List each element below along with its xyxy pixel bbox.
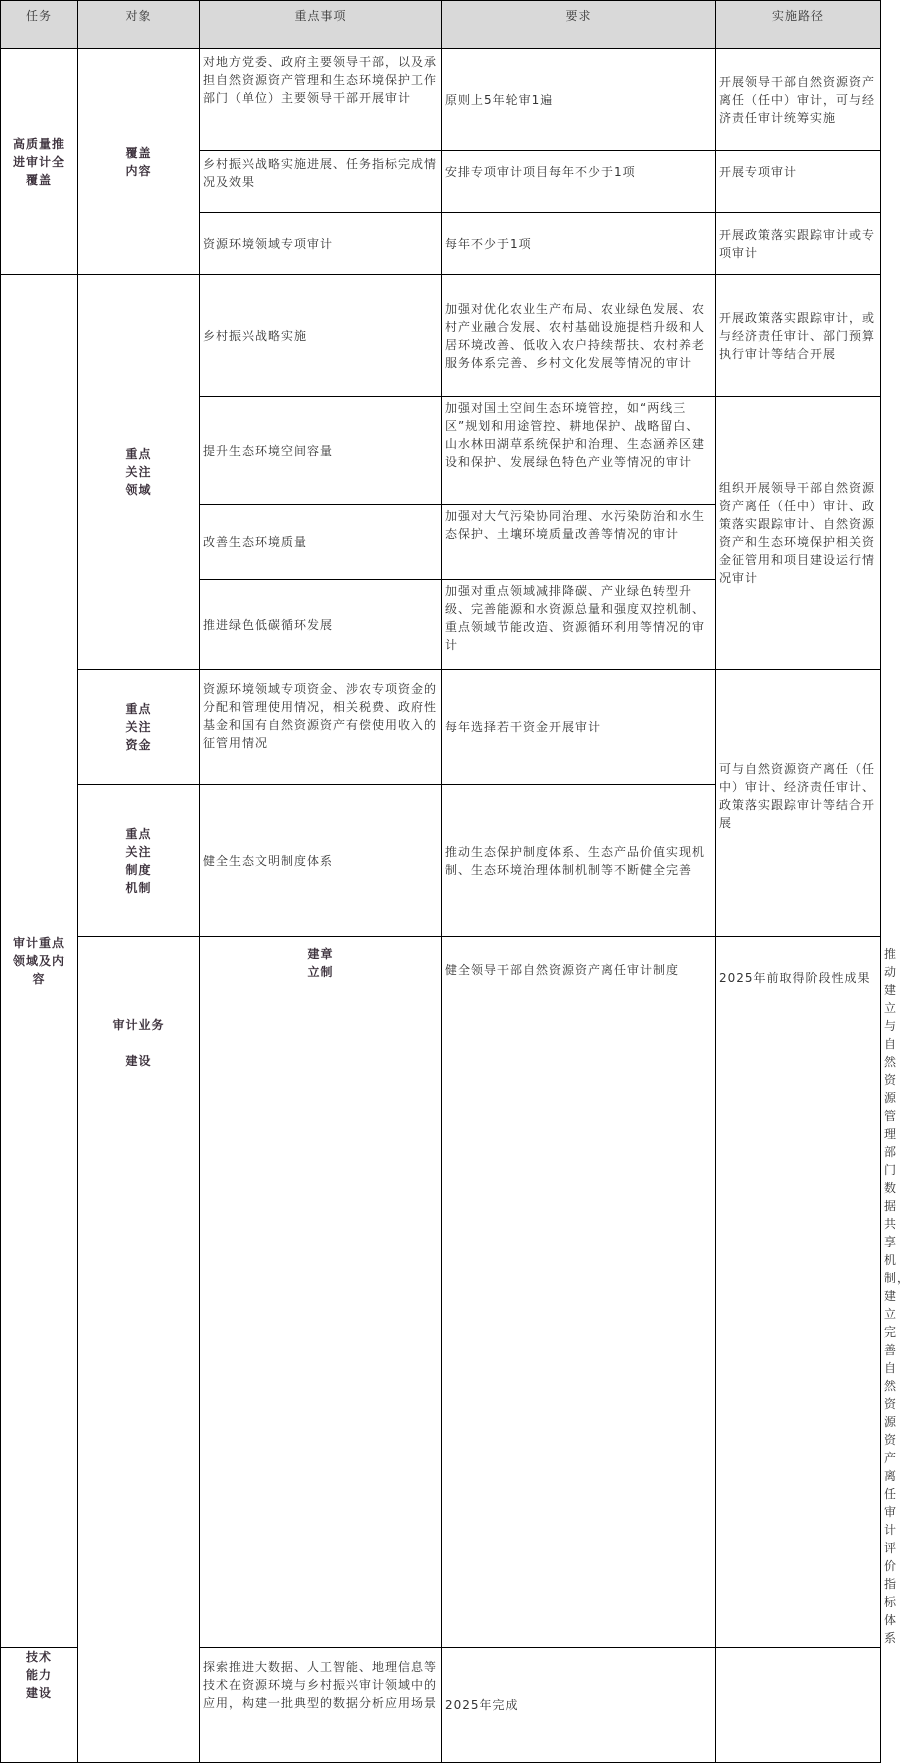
- task-cell-coverage: 高质量推 进审计全 覆盖: [1, 49, 78, 275]
- requirement-cell: 安排专项审计项目每年不少于1项: [442, 151, 716, 213]
- path-cell: 开展领导干部自然资源资产离任（任中）审计，可与经济责任审计统筹实施: [716, 49, 881, 151]
- requirement-cell: 推动生态保护制度体系、生态产品价值实现机制、生态环境治理体制机制等不断健全完善: [442, 785, 716, 937]
- requirement-cell: 加强对国土空间生态环境管控，如“两线三区”规划和用途管控、耕地保护、战略留白、山水林田湖草系统保护和治理、生态涵养区建设和保护、发展绿色特色产业等情况的审计: [442, 397, 716, 505]
- key-item-cell: 对地方党委、政府主要领导干部，以及承担自然资源资产管理和生态环境保护工作部门（单位）主要领导干部开展审计: [200, 49, 442, 151]
- requirement-cell: 加强对优化农业生产布局、农业绿色发展、农村产业融合发展、农村基础设施提档升级和人居环境改善、低收入农户持续帮扶、农村养老服务体系完善、乡村文化发展等情况的审计: [442, 275, 716, 397]
- key-item-cell: 健全生态文明制度体系: [200, 785, 442, 937]
- object-cell-rules: 建章 立制: [200, 937, 442, 1648]
- key-item-cell: 提升生态环境空间容量: [200, 397, 442, 505]
- key-item-cell: 探索推进大数据、人工智能、地理信息等技术在资源环境与乡村振兴审计领域中的应用，构建一批典型的数据分析应用场景: [200, 1648, 442, 1763]
- requirement-cell: 加强对重点领域减排降碳、产业绿色转型升级、完善能源和水资源总量和强度双控机制、重点领域节能改造、资源循环利用等情况的审计: [442, 580, 716, 670]
- requirement-cell: 加强对大气污染协同治理、水污染防治和水生态保护、土壤环境质量改善等情况的审计: [442, 505, 716, 580]
- object-cell-key-fields: 重点 关注 领域: [78, 275, 200, 670]
- table-row: [1, 275, 881, 397]
- table-header-row: [1, 1, 881, 49]
- object-cell-key-funds: 重点 关注 资金: [78, 670, 200, 785]
- header-path: 实施路径: [716, 1, 881, 49]
- key-item-cell: 改善生态环境质量: [200, 505, 442, 580]
- object-cell-coverage: 覆盖 内容: [78, 49, 200, 275]
- key-item-cell: 健全领导干部自然资源资产离任审计制度: [442, 937, 716, 1648]
- path-cell: 开展政策落实跟踪审计或专项审计: [716, 213, 881, 275]
- header-object: 对象: [78, 1, 200, 49]
- path-cell-shared-key-fields: 组织开展领导干部自然资源资产离任（任中）审计、政策落实跟踪审计、自然资源资产和生态环境保护相关资金征管用和项目建设运行情况审计: [716, 397, 881, 670]
- path-cell: 开展专项审计: [716, 151, 881, 213]
- path-cell: 开展政策落实跟踪审计，或与经济责任审计、部门预算执行审计等结合开展: [716, 275, 881, 397]
- key-item-cell: 推进绿色低碳循环发展: [200, 580, 442, 670]
- path-cell-shared-funds-system: 可与自然资源资产离任（任中）审计、经济责任审计、政策落实跟踪审计等结合开展: [716, 670, 881, 937]
- table-row: [1, 49, 881, 151]
- object-cell-key-system: 重点 关注 制度 机制: [78, 785, 200, 937]
- object-cell-tech: 技术 能力 建设: [1, 1648, 78, 1763]
- task-cell-key-areas: 审计重点 领域及内 容: [1, 275, 78, 1648]
- table-row: [1, 670, 881, 785]
- key-item-cell: 资源环境领域专项资金、涉农专项资金的分配和管理使用情况，相关税费、政府性基金和国有自然资源资产有偿使用收入的征管用情况: [200, 670, 442, 785]
- requirement-cell: 原则上5年轮审1遍: [442, 49, 716, 151]
- key-item-cell: 乡村振兴战略实施进展、任务指标完成情况及效果: [200, 151, 442, 213]
- header-requirements: 要求: [442, 1, 716, 49]
- requirement-cell: 2025年前取得阶段性成果: [716, 937, 881, 1648]
- task-cell-business: 审计业务 建设: [78, 937, 200, 1763]
- header-key-items: 重点事项: [200, 1, 442, 49]
- requirement-cell: 每年选择若干资金开展审计: [442, 670, 716, 785]
- table-row: 审计业务 建设 建章 立制 健全领导干部自然资源资产离任审计制度 2025年前取得阶段性成果 推动建立与自然资源管理部门数据共享机制，建立完善自然资源资产离任审计评价指标体系: [1, 937, 881, 1648]
- header-task: 任务: [1, 1, 78, 49]
- key-item-cell: 资源环境领域专项审计: [200, 213, 442, 275]
- path-cell-empty: [716, 1648, 881, 1763]
- requirement-cell: 2025年完成: [442, 1648, 716, 1763]
- requirement-cell: 每年不少于1项: [442, 213, 716, 275]
- key-item-cell: 乡村振兴战略实施: [200, 275, 442, 397]
